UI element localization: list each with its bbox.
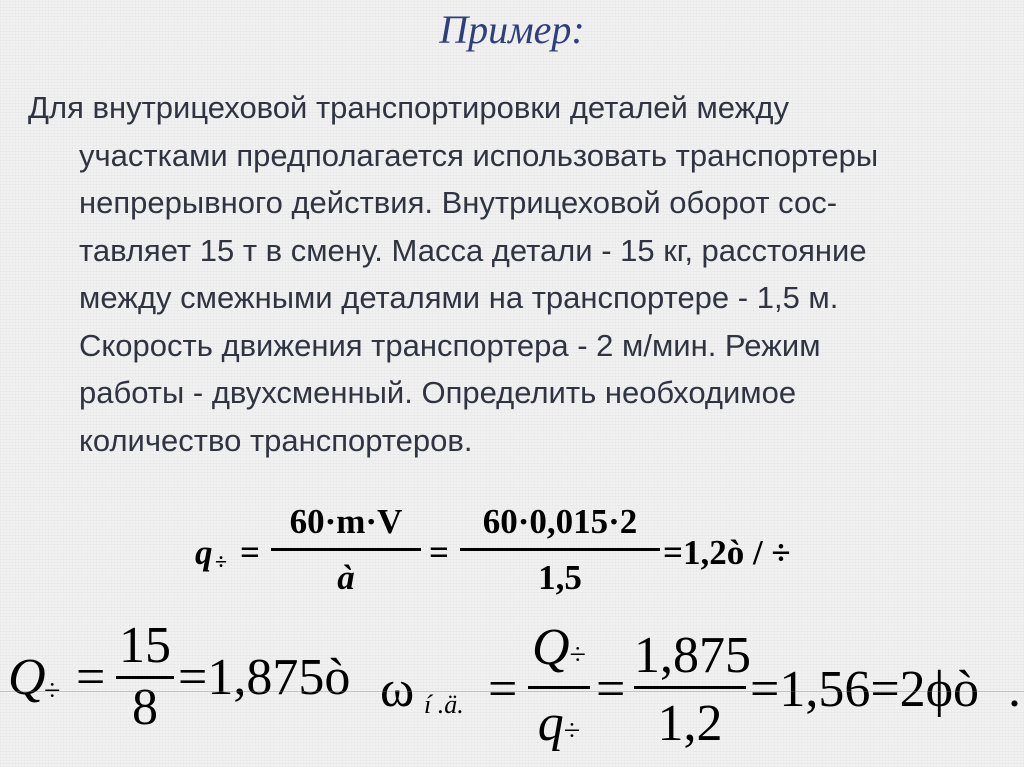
paragraph-line: между смежными деталями на транспортере - 1,5 м. — [79, 280, 839, 315]
formula-lhs: Q — [8, 649, 46, 706]
paragraph-line: участками предполагается использовать транспортеры — [79, 137, 879, 173]
fraction — [271, 500, 421, 610]
paragraph-line: количество транспортеров. — [79, 422, 473, 458]
fraction-denominator-symbol: q — [537, 695, 564, 752]
fraction-numerator-symbol: Q — [531, 619, 570, 676]
formula-equals: = — [76, 649, 106, 706]
fraction — [634, 618, 751, 766]
fraction-denominator: 1,2 — [657, 695, 723, 752]
paragraph-line: Для внутрицеховой транспортировки деталей между — [28, 90, 789, 125]
fraction-numerator: 15 — [119, 617, 171, 674]
paragraph-line: Скорость движения транспортера - 2 м/мин. Режим — [79, 327, 821, 363]
fraction-denominator: à — [337, 558, 355, 597]
fraction — [116, 617, 174, 736]
fraction-bar — [271, 548, 421, 551]
formula-lhs-subscript: ÷ — [44, 674, 61, 707]
fraction-numerator: 60·0,015·2 — [482, 502, 638, 541]
fraction-bar — [634, 686, 746, 689]
fraction-denominator — [528, 694, 590, 753]
fraction-numerator: 1,875 — [634, 627, 751, 684]
formula-n — [380, 618, 1020, 766]
fraction-denominator: 8 — [132, 679, 158, 736]
formula-period: . — [1008, 661, 1021, 718]
formula-lhs-subscript: ÷ — [215, 549, 228, 574]
problem-statement — [28, 84, 996, 464]
fraction-bar — [528, 686, 590, 689]
formula-equals: = — [240, 533, 260, 572]
guide-line — [0, 691, 1024, 692]
fraction — [460, 500, 660, 610]
fraction — [528, 618, 590, 766]
fraction-numerator-subscript: ÷ — [569, 638, 587, 671]
paragraph-line: тавляет 15 т в смену. Масса детали - 15 кг, расстояние — [79, 232, 867, 268]
formula-lhs-subscript: í .ä. — [424, 690, 464, 719]
fraction-bar — [460, 548, 660, 551]
fraction-denominator-subscript: ÷ — [563, 714, 581, 747]
formula-lhs: ω — [380, 661, 415, 718]
formula-equals: = — [488, 661, 518, 718]
fraction-denominator: 1,5 — [538, 558, 582, 597]
formula-lhs: q — [195, 533, 213, 572]
formula-q — [195, 500, 835, 610]
formula-equals: = — [596, 661, 626, 718]
formula-Q — [8, 617, 368, 736]
formula-result: =1,2ò / ÷ — [663, 533, 791, 572]
formula-equals: = — [429, 533, 449, 572]
paragraph-line: непрерывного действия. Внутрицеховой оборот сос- — [79, 185, 838, 220]
formula-result: =1,875ò — [178, 649, 351, 706]
paragraph-line: работы - двухсменный. Определить необходимое — [79, 375, 797, 410]
fraction-numerator — [528, 618, 590, 677]
formula-result: =1,56=2ϕò — [750, 661, 980, 718]
fraction-numerator: 60·m·V — [289, 502, 403, 541]
slide-title: Пример: — [439, 7, 585, 52]
